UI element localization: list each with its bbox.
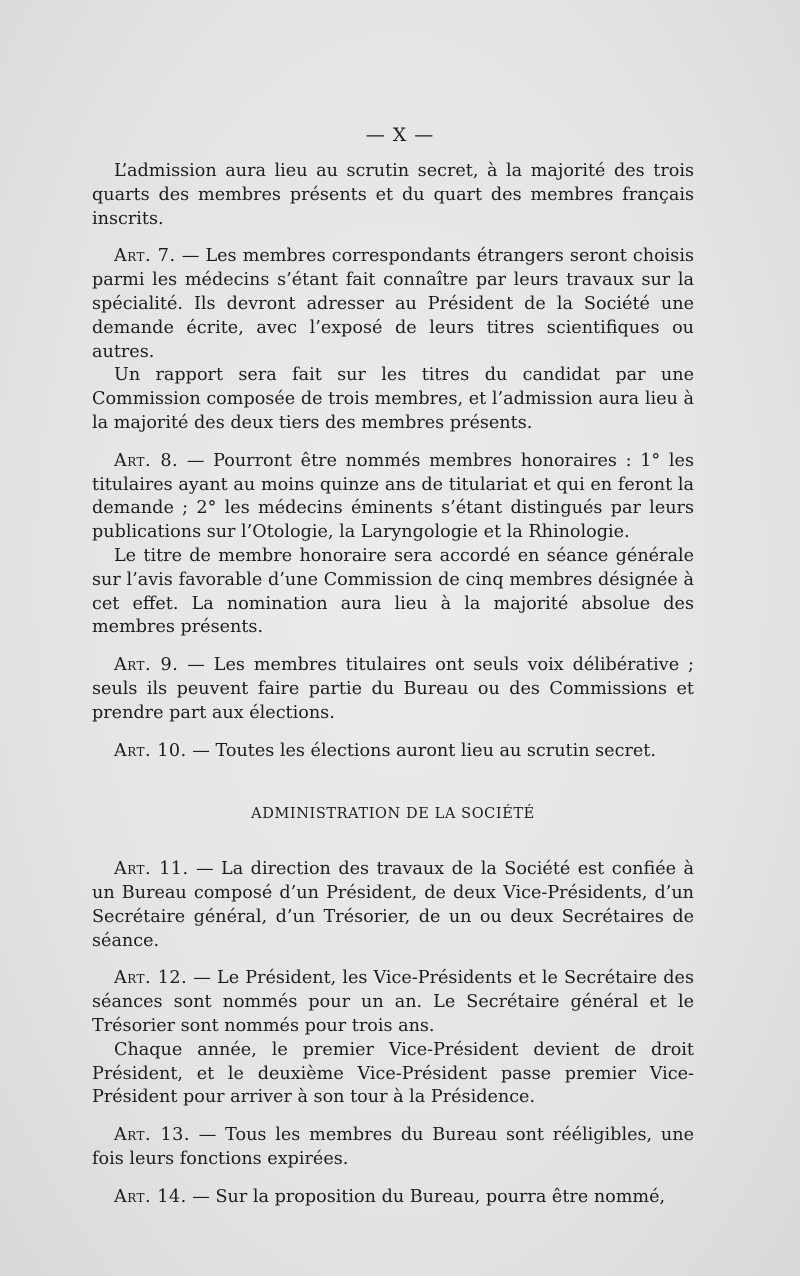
article-7-paragraph-2: Un rapport sera fait sur les titres du candidat par une Commission composée de trois membres, et l’admission aura lieu à la majorité des deux tiers des membres présents. bbox=[92, 365, 694, 433]
article-9-label: Art. 9. bbox=[114, 655, 179, 676]
article-12-label: Art. 12. bbox=[114, 968, 188, 989]
article-11 bbox=[92, 858, 694, 953]
page-number: — X — bbox=[365, 124, 435, 146]
page-body bbox=[92, 160, 694, 1209]
article-14-text: — Sur la proposition du Bureau, pourra être nommé, bbox=[186, 1186, 666, 1207]
article-7-label: Art. 7. bbox=[114, 246, 176, 267]
article-10 bbox=[92, 740, 694, 764]
section-heading: ADMINISTRATION DE LA SOCIÉTÉ bbox=[251, 806, 535, 823]
article-12-text: — Le Président, les Vice-Présidents et le Secrétaire des séances sont nommés pour un an. Le Secrétaire général et le Trésorier sont nommés pour trois ans. bbox=[92, 968, 694, 1036]
article-7-text: — Les membres correspondants étrangers seront choisis parmi les médecins s’étant fait connaître par leurs travaux sur la spécialité. Ils devront adresser au Président de la Société une demande écrite, avec l’exposé de leurs titres scientifiques ou autres. bbox=[92, 246, 694, 362]
article-8 bbox=[92, 450, 694, 545]
article-9-text: — Les membres titulaires ont seuls voix délibérative ; seuls ils peuvent faire partie du Bureau ou des Commissions et prendre part aux élections. bbox=[92, 655, 694, 723]
admission-paragraph: L’admission aura lieu au scrutin secret, à la majorité des trois quarts des membres présents et du quart des membres français inscrits. bbox=[92, 161, 694, 229]
article-14-label: Art. 14. bbox=[114, 1186, 187, 1207]
article-10-text: — Toutes les élections auront lieu au scrutin secret. bbox=[186, 740, 656, 761]
article-10-label: Art. 10. bbox=[114, 740, 187, 761]
article-9 bbox=[92, 654, 694, 725]
article-11-label: Art. 11. bbox=[114, 859, 189, 880]
article-8-text: — Pourront être nommés membres honoraires : 1° les titulaires ayant au moins quinze ans de titulariat et qui en feront la demande ; 2° les médecins éminents s’étant distingués par leurs publications sur l’Otologie, la Laryngologie et la Rhinologie. bbox=[92, 450, 694, 543]
article-13-label: Art. 13. bbox=[114, 1125, 190, 1146]
article-7 bbox=[92, 245, 694, 364]
article-12 bbox=[92, 967, 694, 1038]
article-13 bbox=[92, 1124, 694, 1172]
article-11-text: — La direction des travaux de la Société est confiée à un Bureau composé d’un Président, de deux Vice-Présidents, d’un Secrétaire général, d’un Trésorier, de un ou deux Secrétaires de séance. bbox=[92, 859, 694, 951]
article-8-label: Art. 8. bbox=[114, 450, 179, 471]
article-14 bbox=[92, 1186, 694, 1210]
article-12-paragraph-2: Chaque année, le premier Vice-Président devient de droit Président, et le deuxième Vice-Président passe premier Vice-Président pour arriver à son tour à la Présidence. bbox=[92, 1039, 694, 1108]
article-8-paragraph-2: Le titre de membre honoraire sera accordé en séance générale sur l’avis favorable d’une Commission de cinq membres désignée à cet effet. La nomination aura lieu à la majorité absolue des membres présents. bbox=[92, 545, 694, 638]
article-13-text: — Tous les membres du Bureau sont rééligibles, une fois leurs fonctions expirées. bbox=[92, 1125, 694, 1169]
